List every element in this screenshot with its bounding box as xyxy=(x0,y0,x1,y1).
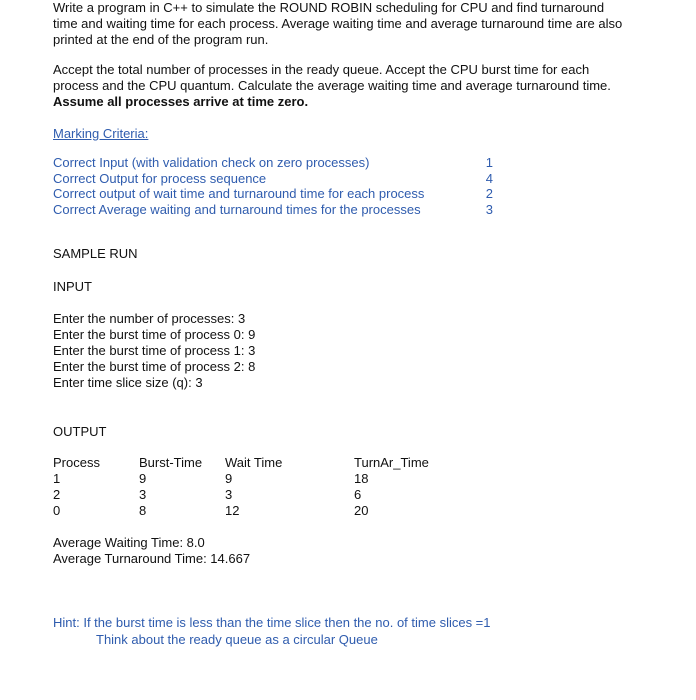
input-heading: INPUT xyxy=(53,279,92,294)
output-heading: OUTPUT xyxy=(53,424,107,439)
input-line: Enter time slice size (q): 3 xyxy=(53,375,203,390)
average-waiting-time: Average Waiting Time: 8.0 xyxy=(53,535,205,550)
table-cell: 12 xyxy=(225,503,240,518)
criteria-label: Correct Input (with validation check on zero processes) xyxy=(53,155,370,170)
instructions-paragraph xyxy=(53,62,623,110)
table-header: Process xyxy=(53,455,100,470)
criteria-marks: 3 xyxy=(485,202,493,217)
table-cell: 20 xyxy=(354,503,369,518)
table-cell: 9 xyxy=(225,471,233,486)
input-line: Enter the burst time of process 1: 3 xyxy=(53,343,256,358)
criteria-marks: 4 xyxy=(485,171,493,186)
criteria-marks: 1 xyxy=(485,155,493,170)
table-header: Burst-Time xyxy=(139,455,203,470)
intro-paragraph: Write a program in C++ to simulate the ROUND ROBIN scheduling for CPU and find turnaround time and waiting time for each process. Average waiting time and average turnaround time are also printed at the end of the program run. xyxy=(53,0,623,47)
table-cell: 6 xyxy=(354,487,362,502)
input-line: Enter the number of processes: 3 xyxy=(53,311,246,326)
table-cell: 18 xyxy=(354,471,369,486)
input-line: Enter the burst time of process 0: 9 xyxy=(53,327,256,342)
average-turnaround-time: Average Turnaround Time: 14.667 xyxy=(53,551,251,566)
criteria-label: Correct Output for process sequence xyxy=(53,171,267,186)
table-cell: 1 xyxy=(53,471,61,486)
table-cell: 3 xyxy=(139,487,147,502)
marking-criteria-title: Marking Criteria: xyxy=(53,126,149,141)
hint-line: Hint: If the burst time is less than the time slice then the no. of time slices =1 xyxy=(53,615,491,630)
table-cell: 3 xyxy=(225,487,233,502)
sample-run-heading: SAMPLE RUN xyxy=(53,246,138,261)
criteria-row xyxy=(53,155,493,171)
table-header: Wait Time xyxy=(225,455,283,470)
table-cell: 0 xyxy=(53,503,61,518)
criteria-row xyxy=(53,171,493,187)
criteria-row xyxy=(53,202,493,218)
table-header: TurnAr_Time xyxy=(354,455,429,470)
instructions-text: Accept the total number of processes in the ready queue. Accept the CPU burst time for each process and the CPU quantum. Calculate the average waiting time and average turnaround time. xyxy=(53,62,611,93)
hint-line: Think about the ready queue as a circular Queue xyxy=(96,632,378,647)
table-cell: 8 xyxy=(139,503,147,518)
criteria-marks: 2 xyxy=(485,186,493,201)
criteria-row xyxy=(53,186,493,202)
table-cell: 2 xyxy=(53,487,61,502)
criteria-label: Correct Average waiting and turnaround times for the processes xyxy=(53,202,421,217)
input-line: Enter the burst time of process 2: 8 xyxy=(53,359,256,374)
criteria-label: Correct output of wait time and turnaround time for each process xyxy=(53,186,425,201)
instructions-bold-note: Assume all processes arrive at time zero. xyxy=(53,94,309,109)
table-cell: 9 xyxy=(139,471,147,486)
